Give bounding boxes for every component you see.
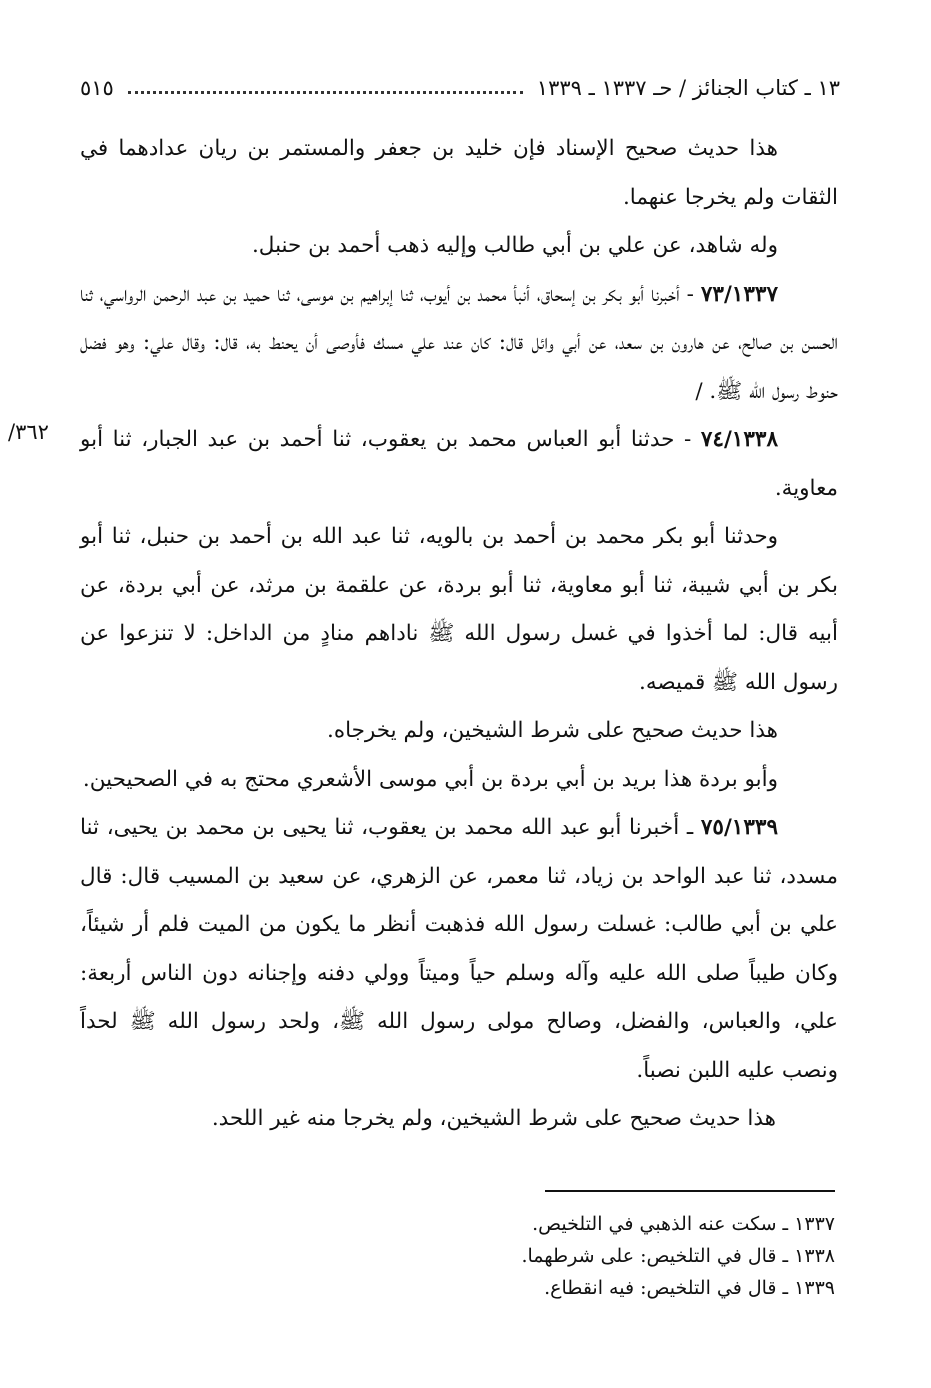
paragraph-text: - أخبرنا أبو بكر بن إسحاق، أنبأ محمد بن أيوب، ثنا إبراهيم بن موسى، ثنا حميد بن عبد الرحمن الرواسي، ثنا الحسن بن صالح، عن هارون بن سعد، عن أبي وائل قال: كان عند علي مسك فأوصى أن يحنط به، قال: وقال علي: وهو فضل حنوط رسول الله ﷺ. / (80, 281, 838, 404)
hadith-paragraph (80, 416, 838, 513)
dotted-leader (128, 91, 523, 94)
paragraph (80, 513, 838, 707)
hadith-number: ٧٥/١٣٣٩ (700, 815, 778, 840)
footnotes (380, 1208, 835, 1304)
paragraph (80, 222, 838, 271)
paragraph-text: هذا حديث صحيح على شرط الشيخين، ولم يخرجا منه غير اللحد. (211, 1106, 776, 1131)
footnote-separator (545, 1190, 835, 1192)
hadith-number: ٧٣/١٣٣٧ (700, 281, 778, 307)
paragraph-text: ـ أخبرنا أبو عبد الله محمد بن يعقوب، ثنا يحيى بن محمد بن يحيى، ثنا مسدد، ثنا عبد الواحد بن زياد، ثنا معمر، عن الزهري، عن سعيد بن المسيب قال: قال علي بن أبي طالب: غسلت رسول الله فذهبت أنظر ما يكون من الميت فلم أر شيئاً، وكان طيباً صلى الله عليه وآله وسلم حياً وميتاً وولي دفنه وإجنانه دون الناس أربعة: علي، والعباس، والفضل، وصالح مولى رسول الله ﷺ، ولحد رسول الله ﷺ لحداً ونصب عليه اللبن نصباً. (80, 815, 838, 1083)
paragraph (80, 707, 838, 756)
footnote: ١٣٣٩ ـ قال في التلخيص: فيه انقطاع. (544, 1277, 835, 1299)
margin-page-reference: /٣٦٢ (8, 420, 49, 444)
paragraph-text: - حدثنا أبو العباس محمد بن يعقوب، ثنا أحمد بن عبد الجبار، ثنا أبو معاوية. (80, 427, 838, 501)
paragraph (80, 756, 838, 805)
paragraph (80, 1095, 838, 1144)
footnote: ١٣٣٧ ـ سكت عنه الذهبي في التلخيص. (532, 1213, 835, 1235)
hadith-paragraph (80, 804, 838, 1095)
hadith-number: ٧٤/١٣٣٨ (700, 427, 778, 452)
paragraph-text: وأبو بردة هذا بريد بن أبي بردة بن أبي موسى الأشعري محتج به في الصحيحين. (82, 766, 778, 792)
paragraph-text: هذا حديث صحيح الإسناد فإن خليد بن جعفر والمستمر بن ريان عدادهما في الثقات ولم يخرجا عنهما. (80, 136, 838, 210)
paragraph (80, 125, 838, 222)
main-text (80, 125, 838, 1144)
paragraph-text: وحدثنا أبو بكر محمد بن أحمد بن بالويه، ثنا عبد الله بن أحمد بن حنبل، ثنا أبو بكر بن أبي شيبة، ثنا أبو معاوية، ثنا أبو بردة، عن علقمة بن مرثد، عن أبي بردة، عن أبيه قال: لما أخذوا في غسل رسول الله ﷺ ناداهم منادٍ من الداخل: لا تنزعوا عن رسول الله ﷺ قميصه. (80, 524, 838, 695)
paragraph-text: هذا حديث صحيح على شرط الشيخين، ولم يخرجاه. (326, 718, 778, 743)
running-header (80, 70, 840, 106)
paragraph-text: وله شاهد، عن علي بن أبي طالب وإليه ذهب أحمد بن حنبل. (251, 233, 778, 258)
page-number: ٥١٥ (80, 76, 114, 100)
header-title: ١٣ ـ كتاب الجنائز / حـ ١٣٣٧ ـ ١٣٣٩ (536, 76, 840, 100)
hadith-paragraph (80, 271, 838, 417)
footnote: ١٣٣٨ ـ قال في التلخيص: على شرطهما. (521, 1245, 835, 1267)
